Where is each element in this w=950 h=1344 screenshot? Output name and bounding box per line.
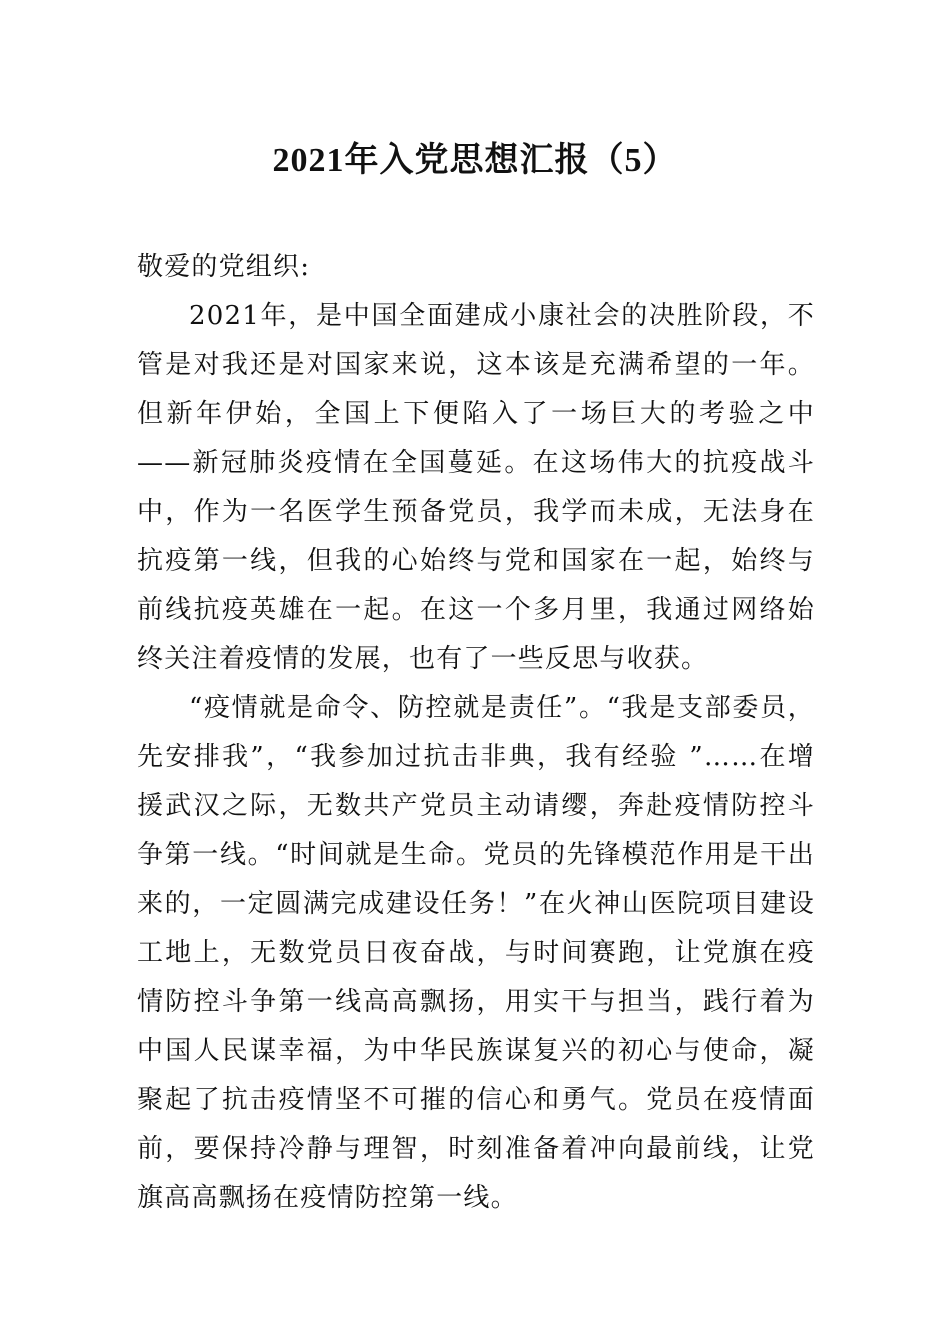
paragraph-2: “疫情就是命令、防控就是责任”。“我是支部委员，先安排我”，“我参加过抗击非典，我有经验 ”……在增援武汉之际，无数共产党员主动请缨，奔赴疫情防控斗争第一线。“时间就是生命。党员的先锋模范作用是干出来的，一定圆满完成建设任务！”在火神山医院项目建设工地上，无数党员日夜奋战，与时间赛跑，让党旗在疫情防控斗争第一线高高飘扬，用实干与担当，践行着为中国人民谋幸福，为中华民族谋复兴的初心与使命，凝聚起了抗击疫情坚不可摧的信心和勇气。党员在疫情面前，要保持冷静与理智，时刻准备着冲向最前线，让党旗高高飘扬在疫情防控第一线。 (137, 693, 815, 1213)
salutation: 敬爱的党组织: (137, 252, 311, 282)
document-body (137, 243, 815, 1223)
document-title: 2021年入党思想汇报（5） (272, 142, 678, 179)
paragraph-1: 2021年，是中国全面建成小康社会的决胜阶段，不管是对我还是对国家来说，这本该是充满希望的一年。但新年伊始，全国上下便陷入了一场巨大的考验之中——新冠肺炎疫情在全国蔓延。在这场伟大的抗疫战斗中，作为一名医学生预备党员，我学而未成，无法身在抗疫第一线，但我的心始终与党和国家在一起，始终与前线抗疫英雄在一起。在这一个多月里，我通过网络始终关注着疫情的发展，也有了一些反思与收获。 (137, 301, 815, 674)
